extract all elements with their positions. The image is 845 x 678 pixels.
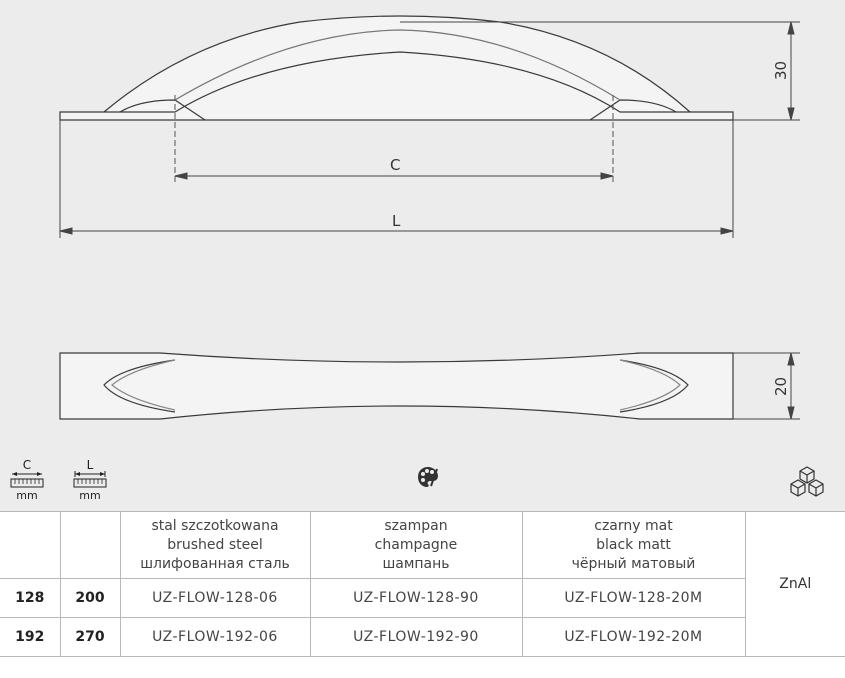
- spacing-c-icon-unit: mm: [16, 489, 38, 502]
- handle-side-view: [60, 16, 733, 120]
- product-code: UZ-FLOW-128-20M: [522, 579, 745, 618]
- cubes-icon: [789, 465, 825, 497]
- finish-label-ru: шампань: [382, 555, 450, 572]
- dimension-height-side-label: 30: [772, 60, 790, 80]
- table-row: [0, 618, 845, 657]
- finish-label-en: champagne: [374, 536, 458, 553]
- product-code: UZ-FLOW-192-20M: [522, 618, 745, 657]
- material-cell: ZnAl: [745, 512, 845, 657]
- length-l-icon: [73, 458, 107, 500]
- finish-label-ru: чёрный матовый: [571, 555, 696, 572]
- finish-label-pl: szampan: [384, 517, 448, 534]
- table-row: [0, 579, 845, 618]
- finish-label-ru: шлифованная сталь: [140, 555, 290, 572]
- table-header-row: [0, 512, 845, 579]
- finish-label-pl: stal szczotkowana: [151, 517, 279, 534]
- dimension-l-label: L: [392, 212, 401, 230]
- product-spec-table: [0, 511, 845, 657]
- finish-header-champagne: [310, 512, 522, 579]
- ruler-icon: [73, 471, 107, 489]
- handle-top-view: [60, 353, 733, 419]
- dimension-c-label: C: [390, 156, 401, 174]
- palette-icon: [417, 466, 439, 488]
- product-code: UZ-FLOW-192-06: [120, 618, 310, 657]
- finish-header-brushed-steel: [120, 512, 310, 579]
- row-c-value: 128: [0, 579, 60, 618]
- spacing-c-icon-letter: C: [22, 458, 32, 472]
- row-c-value: 192: [0, 618, 60, 657]
- finish-header-black-matt: [522, 512, 745, 579]
- length-l-icon-letter: L: [86, 458, 94, 472]
- product-code: UZ-FLOW-192-90: [310, 618, 522, 657]
- header-cell-l: [60, 512, 120, 579]
- spacing-c-icon: [10, 458, 44, 500]
- header-cell-c: [0, 512, 60, 579]
- dimension-height-top-label: 20: [772, 376, 790, 396]
- finish-label-en: brushed steel: [167, 536, 263, 553]
- row-l-value: 270: [60, 618, 120, 657]
- product-code: UZ-FLOW-128-90: [310, 579, 522, 618]
- ruler-icon: [10, 471, 44, 489]
- row-l-value: 200: [60, 579, 120, 618]
- product-code: UZ-FLOW-128-06: [120, 579, 310, 618]
- finish-label-pl: czarny mat: [594, 517, 673, 534]
- finish-label-en: black matt: [596, 536, 671, 553]
- length-l-icon-unit: mm: [79, 489, 101, 502]
